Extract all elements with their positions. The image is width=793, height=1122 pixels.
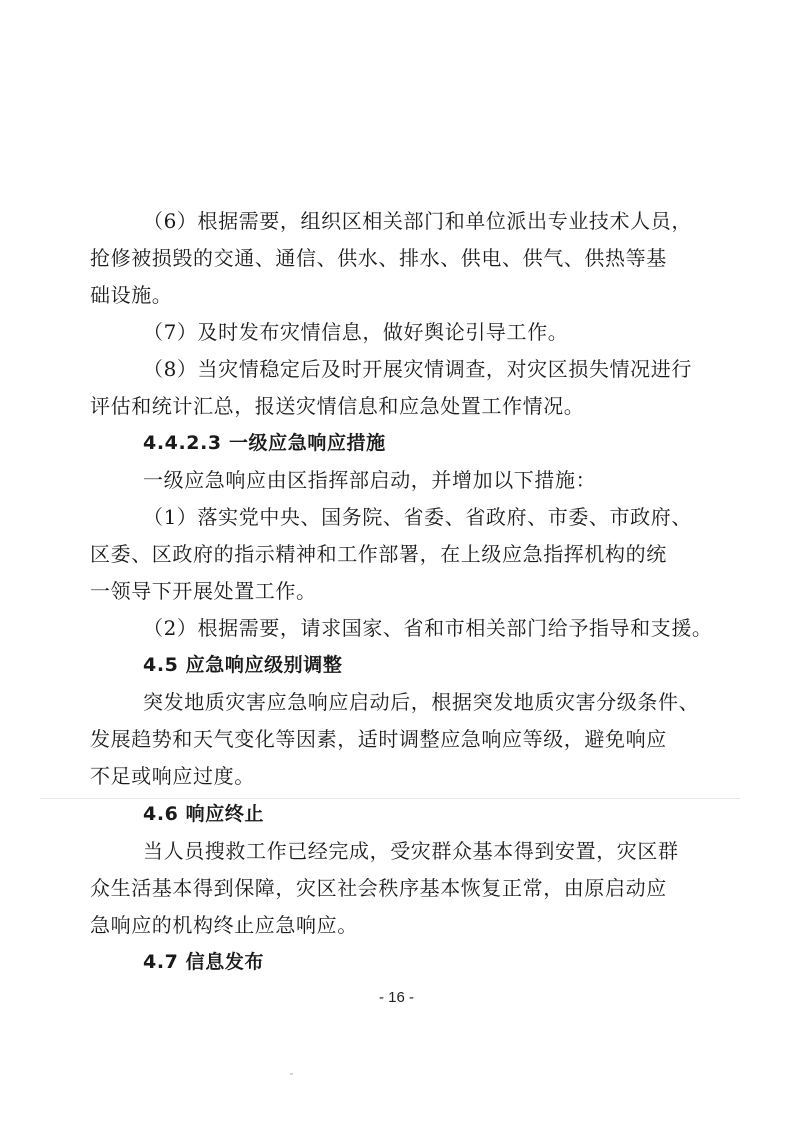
measure-1-line-2: 区委、区政府的指示精神和工作部署，在上级应急指挥机构的统 [90,542,667,566]
heading-4-7: 4.7 信息发布 [143,951,265,973]
paragraph-6-line-2: 抢修被损毁的交通、通信、供水、排水、供电、供气、供热等基 [90,246,667,270]
measure-1-line-1: （1）落实党中央、国务院、省委、省政府、市委、市政府、 [143,505,692,529]
heading-4-4-2-3: 4.4.2.3 一级应急响应措施 [143,432,386,454]
adjustment-line-2: 发展趋势和天气变化等因素，适时调整应急响应等级，避免响应 [90,727,667,751]
adjustment-line-1: 突发地质灾害应急响应启动后，根据突发地质灾害分级条件、 [143,690,700,714]
paragraph-8-line-2: 评估和统计汇总，报送灾情信息和应急处置工作情况。 [90,394,585,418]
page-number: - 16 - [378,989,414,1006]
paragraph-6-line-3: 础设施。 [90,283,173,307]
level-one-intro: 一级应急响应由区指挥部启动，并增加以下措施： [143,468,597,492]
heading-4-6: 4.6 响应终止 [143,803,265,825]
scan-line-artifact [40,798,740,799]
measure-2: （2）根据需要，请求国家、省和市相关部门给予指导和支援。 [143,616,713,640]
paragraph-8-line-1: （8）当灾情稳定后及时开展灾情调查，对灾区损失情况进行 [143,357,692,381]
measure-1-line-3: 一领导下开展处置工作。 [90,579,317,603]
paragraph-6-line-1: （6）根据需要，组织区相关部门和单位派出专业技术人员， [143,209,692,233]
scan-dot-artifact [290,1073,293,1075]
paragraph-7: （7）及时发布灾情信息，做好舆论引导工作。 [143,320,569,344]
termination-line-3: 急响应的机构终止应急响应。 [90,913,358,937]
termination-line-2: 众生活基本得到保障，灾区社会秩序基本恢复正常，由原启动应 [90,876,667,900]
adjustment-line-3: 不足或响应过度。 [90,764,255,788]
termination-line-1: 当人员搜救工作已经完成，受灾群众基本得到安置，灾区群 [143,839,679,863]
heading-4-5: 4.5 应急响应级别调整 [143,654,343,676]
